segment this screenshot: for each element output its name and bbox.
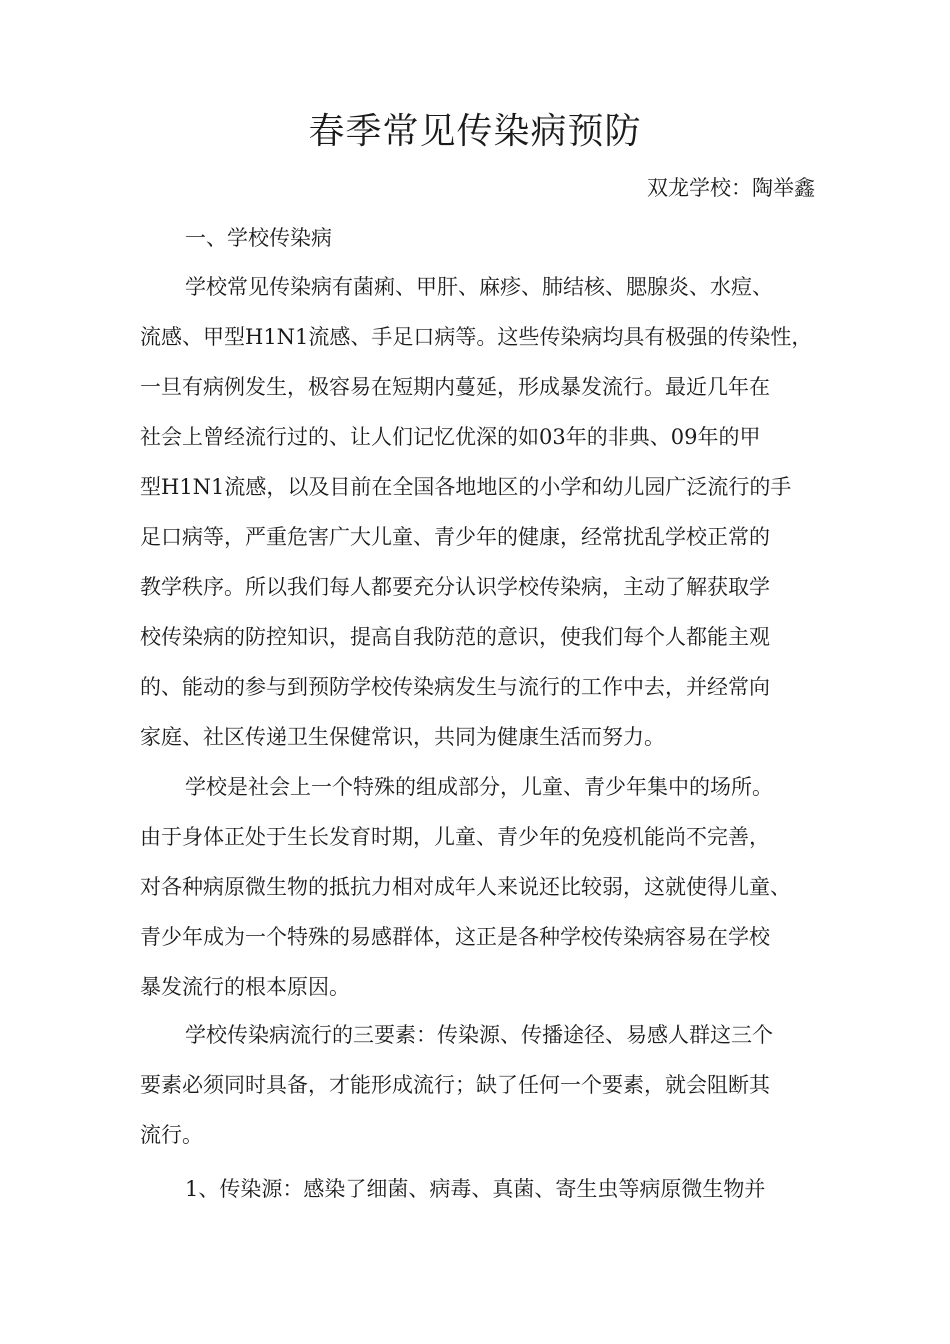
paragraph-3 [140,1010,840,1160]
paragraph-line: 暴发流行的根本原因。 [140,975,350,999]
paragraph-line: 学校常见传染病有菌痢、甲肝、麻疹、肺结核、腮腺炎、水痘、 [185,275,773,299]
paragraph-line: 家庭、社区传递卫生保健常识，共同为健康生活而努力。 [140,725,665,749]
paragraph-line: 对各种病原微生物的抵抗力相对成年人来说还比较弱，这就使得儿童、 [140,875,791,899]
paragraph-line: 1、传染源：感染了细菌、病毒、真菌、寄生虫等病原微生物并 [185,1177,766,1201]
paragraph-line: 教学秩序。所以我们每人都要充分认识学校传染病，主动了解获取学 [140,575,770,599]
paragraph-line: 足口病等，严重危害广大儿童、青少年的健康，经常扰乱学校正常的 [140,525,770,549]
paragraph-line: 学校传染病流行的三要素：传染源、传播途径、易感人群这三个 [185,1023,773,1047]
document-title: 春季常见传染病预防 [308,111,642,152]
paragraph-line: 校传染病的防控知识，提高自我防范的意识，使我们每个人都能主观 [140,625,770,649]
paragraph-line: 由于身体正处于生长发育时期，儿童、青少年的免疫机能尚不完善， [140,825,770,849]
paragraph-line: 流行。 [140,1123,203,1147]
paragraph-line: 型H1N1流感，以及目前在全国各地地区的小学和幼儿园广泛流行的手 [140,475,792,499]
section-heading: 一、学校传染病 [185,226,332,250]
paragraph-line: 学校是社会上一个特殊的组成部分，儿童、青少年集中的场所。 [185,775,773,799]
paragraph-line: 要素必须同时具备，才能形成流行；缺了任何一个要素，就会阻断其 [140,1073,770,1097]
paragraph-2 [140,762,840,1012]
paragraph-line: 青少年成为一个特殊的易感群体，这正是各种学校传染病容易在学校 [140,925,770,949]
paragraph-line: 社会上曾经流行过的、让人们记忆优深的如03年的非典、09年的甲 [140,425,761,449]
paragraph-line: 一旦有病例发生，极容易在短期内蔓延，形成暴发流行。最近几年在 [140,375,770,399]
paragraph-4 [140,1164,840,1214]
paragraph-line: 的、能动的参与到预防学校传染病发生与流行的工作中去，并经常向 [140,675,770,699]
paragraph-1 [140,262,840,762]
author-line: 双龙学校：陶举鑫 [647,176,815,200]
paragraph-line: 流感、甲型H1N1流感、手足口病等。这些传染病均具有极强的传染性， [140,325,813,349]
